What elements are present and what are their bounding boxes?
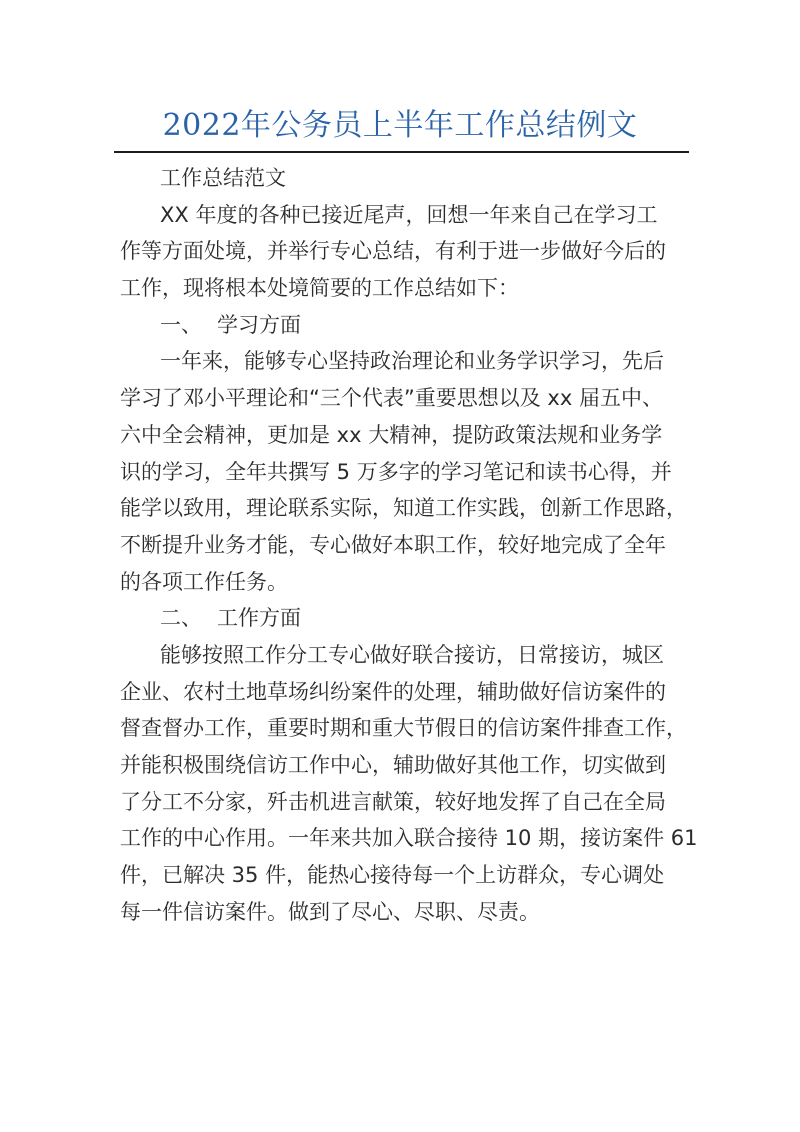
intro-line: 工作，现将根本处境简要的工作总结如下： <box>120 276 519 301</box>
section1-line: 能学以致用，理论联系实际，知道工作实践，创新工作思路， <box>120 496 687 521</box>
section1-line: 六中全会精神，更加是 xx 大精神，提防政策法规和业务学 <box>120 422 663 447</box>
section1-line: 不断提升业务才能，专心做好本职工作，较好地完成了全年 <box>120 532 666 557</box>
section2-line: 并能积极围绕信访工作中心，辅助做好其他工作，切实做到 <box>120 753 666 777</box>
document-title: 2022年公务员上半年工作总结例文 <box>162 108 638 143</box>
section1-line: 识的学习，全年共撰写 5 万多字的学习笔记和读书心得，并 <box>120 459 672 484</box>
section2-line: 了分工不分家，歼击机进言献策，较好地发挥了自己在全局 <box>120 789 666 814</box>
section1-line: 一年来，能够专心坚持政治理论和业务学识学习，先后 <box>160 349 664 374</box>
section2-line: 督查督办工作，重要时期和重大节假日的信访案件排查工作， <box>120 716 687 741</box>
section-heading-text: 工作方面 <box>217 606 301 631</box>
section2-line: 能够按照工作分工专心做好联合接访，日常接访，城区 <box>160 642 664 667</box>
intro-line: 作等方面处境，并举行专心总结，有利于进一步做好今后的 <box>120 239 666 264</box>
subtitle: 工作总结范文 <box>160 166 286 190</box>
intro-line: XX 年度的各种已接近尾声，回想一年来自己在学习工 <box>160 202 658 227</box>
section1-line: 学习了邓小平理论和“三个代表”重要思想以及 xx 届五中、 <box>120 386 663 411</box>
document-body <box>120 160 698 930</box>
section-heading-text: 学习方面 <box>217 312 301 337</box>
section1-line: 的各项工作任务。 <box>120 569 288 594</box>
section-heading <box>120 307 682 344</box>
section2-line: 工作的中心作用。一年来共加入联合接待 10 期，接访案件 61 <box>120 826 698 851</box>
section-heading <box>120 600 682 637</box>
section-number: 二、 <box>160 606 202 631</box>
section2-line: 企业、农村土地草场纠纷案件的处理，辅助做好信访案件的 <box>120 679 666 704</box>
title-divider <box>114 151 689 153</box>
section2-line: 件，已解决 35 件，能热心接待每一个上访群众，专心调处 <box>120 863 665 888</box>
section-number: 一、 <box>160 312 202 337</box>
section2-line: 每一件信访案件。做到了尽心、尽职、尽责。 <box>120 899 540 924</box>
